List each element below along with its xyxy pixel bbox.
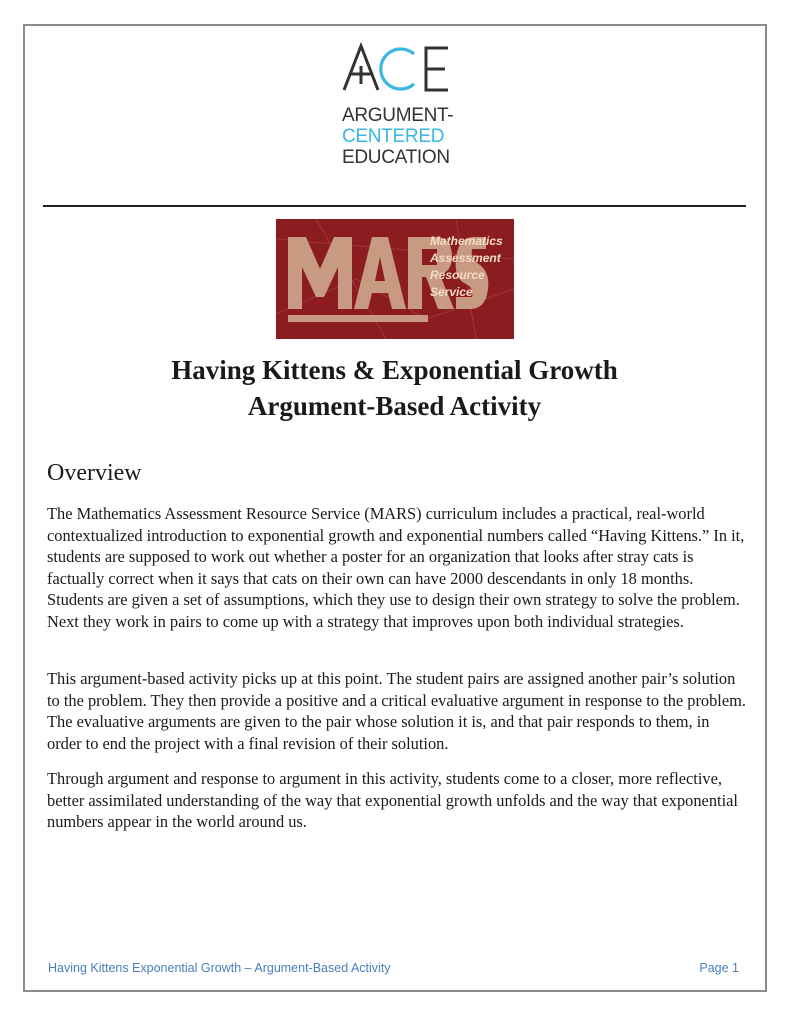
footer-document-title: Having Kittens Exponential Growth – Argument-Based Activity: [48, 961, 391, 975]
footer-page-number: Page 1: [699, 961, 739, 975]
mars-line-2: Assessment: [430, 251, 501, 265]
ace-wordmark-line-2: CENTERED: [342, 126, 445, 147]
ace-wordmark-line-1: ARGUMENT-: [342, 105, 454, 126]
header-divider: [43, 205, 746, 207]
document-title-line-1: Having Kittens & Exponential Growth: [171, 355, 618, 385]
ace-mark-logo: [342, 42, 452, 94]
mars-wordmark: [430, 233, 503, 301]
mars-line-3: Resource: [430, 268, 485, 282]
ace-logo: [330, 42, 460, 172]
document-title-line-2: Argument-Based Activity: [247, 391, 542, 421]
overview-paragraph-1: The Mathematics Assessment Resource Service (MARS) curriculum includes a practical, real-world contextualized introduction to exponential growth and exponential numbers called “Having Kittens.” In it, students are supposed to work out whether a poster for an organization that looks after stray cats is factually correct when it says that cats on their own can have 2000 descendants in only 18 months. Students are given a set of assumptions, which they use to design their own strategy to solve the problem. Next they work in pairs to come up with a strategy that improves upon both individual strategies.: [47, 504, 745, 631]
overview-paragraph-2: This argument-based activity picks up at this point. The student pairs are assigned another pair’s solution to the problem. They then provide a positive and a critical evaluative argument in response to the problem. The evaluative arguments are given to the pair whose solution it is, and that pair responds to them, in order to end the project with a final revision of their solution.: [47, 669, 746, 753]
overview-heading: Overview: [47, 460, 142, 486]
mars-logo: [276, 219, 514, 339]
ace-wordmark-line-3: EDUCATION: [342, 147, 450, 168]
mars-line-4: Service: [430, 285, 473, 299]
mars-line-1: Mathematics: [430, 234, 503, 248]
overview-paragraph-3: Through argument and response to argument in this activity, students come to a closer, more reflective, better assimilated understanding of the way that exponential growth unfolds and the way that exponential numbers appear in the world around us.: [47, 769, 738, 831]
